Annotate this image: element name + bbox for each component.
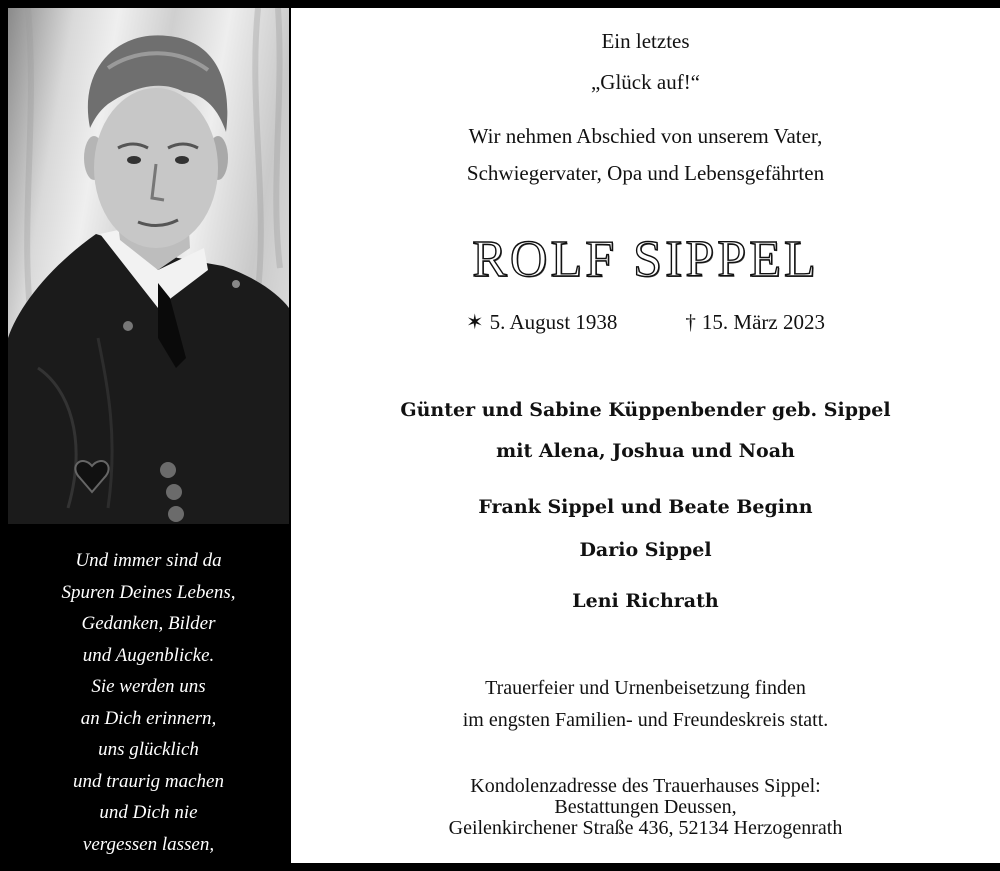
- memorial-poem: [8, 545, 289, 860]
- star-icon: ✶: [466, 310, 484, 334]
- poem-line: Gedanken, Bilder: [81, 613, 216, 634]
- mourner-line: Frank Sippel und Beate Beginn: [478, 496, 813, 518]
- address-line-2: Bestattungen Deussen,: [554, 796, 737, 818]
- intro-line-2: „Glück auf!“: [590, 70, 701, 94]
- ceremony-line-1: Trauerfeier und Urnenbeisetzung finden: [485, 677, 806, 699]
- ceremony-line-2: im engsten Familien- und Freundeskreis statt.: [462, 709, 829, 731]
- poem-line: und Augenblicke.: [82, 644, 215, 666]
- cross-icon: †: [685, 310, 696, 334]
- birth-date: 5. August 1938: [489, 310, 618, 334]
- poem-line: Sie werden uns: [91, 676, 206, 697]
- portrait-photo: [8, 8, 289, 524]
- farewell-line-1: Wir nehmen Abschied von unserem Vater,: [468, 124, 823, 148]
- poem-line: und Dich nie: [99, 802, 198, 823]
- poem-line: an Dich erinnern,: [80, 707, 217, 729]
- death-date: 15. März 2023: [701, 310, 825, 334]
- farewell-line-2: Schwiegervater, Opa und Lebensgefährten: [466, 161, 825, 185]
- deceased-name: ROLF SIPPEL: [472, 231, 819, 288]
- mourner-line: Günter und Sabine Küppenbender geb. Sippel: [400, 399, 891, 421]
- poem-line: Spuren Deines Lebens,: [61, 581, 236, 603]
- life-dates: [291, 309, 1000, 335]
- poem-line: vergessen lassen,: [82, 833, 215, 855]
- address-line-3: Geilenkirchener Straße 436, 52134 Herzogenrath: [448, 817, 843, 839]
- poem-line: Und immer sind da: [75, 550, 222, 571]
- mourner-line: Leni Richrath: [572, 590, 719, 612]
- poem-line: uns glücklich: [98, 739, 199, 760]
- intro-line-1: Ein letztes: [601, 29, 690, 53]
- mourner-line: Dario Sippel: [579, 539, 712, 561]
- poem-line: und traurig machen: [73, 770, 224, 792]
- notice-panel: [291, 8, 1000, 863]
- mourner-line: mit Alena, Joshua und Noah: [496, 440, 795, 462]
- portrait-illustration: [8, 8, 289, 524]
- address-line-1: Kondolenzadresse des Trauerhauses Sippel:: [470, 775, 821, 797]
